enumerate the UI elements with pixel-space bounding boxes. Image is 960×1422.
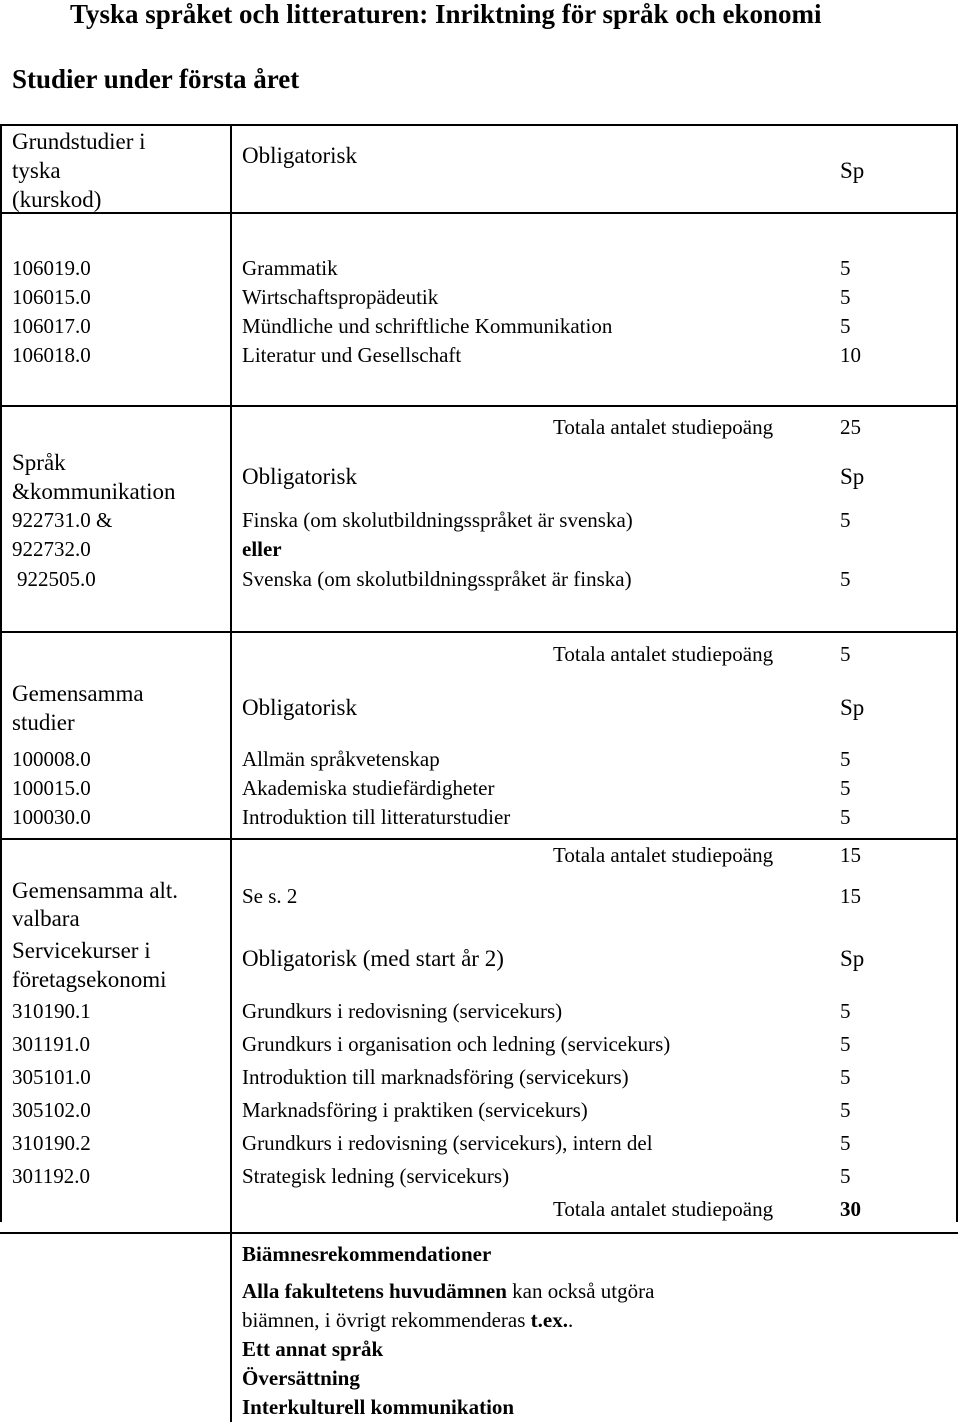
course-code: 106019.0 [12,256,91,280]
points-header: Sp [840,464,865,489]
total-label: Totala antalet studiepoäng [553,843,774,867]
bold-phrase: Alla fakultetens huvudämnen [242,1279,507,1303]
section-label-line: Gemensamma alt. [12,878,179,903]
course-points: 5 [840,1131,851,1155]
course-points: 5 [840,314,851,338]
total-label: Totala antalet studiepoäng [553,642,774,666]
row-divider [0,1232,958,1234]
text-fragment: kan också utgöra [506,1279,655,1303]
total-value: 30 [840,1197,861,1221]
course-code: 100015.0 [12,776,91,800]
course-code: 305102.0 [12,1098,91,1122]
page-title: Tyska språket och litteraturen: Inriktning för språk och ekonomi [70,0,822,29]
course-points: 5 [840,1032,851,1056]
or-label: eller [242,537,282,561]
total-value: 15 [840,843,861,867]
total-label: Totala antalet studiepoäng [553,415,774,439]
course-code: 106018.0 [12,343,91,367]
row-divider [0,838,958,840]
row-divider [0,631,958,633]
obligatory-header: Obligatorisk [242,143,357,168]
course-code: 922731.0 & [12,508,113,532]
recommendations-text-line [242,1310,573,1331]
section-label-line: Servicekurser i [12,938,151,963]
course-points: 5 [840,1065,851,1089]
column-divider [230,124,232,1422]
course-name: Grammatik [242,256,338,280]
course-points: 5 [840,256,851,280]
section-label-line: företagsekonomi [12,967,167,992]
course-points: 5 [840,805,851,829]
obligatory-header: Obligatorisk [242,695,357,720]
course-points: 5 [840,1098,851,1122]
section-label-line: studier [12,710,75,735]
obligatory-header: Obligatorisk (med start år 2) [242,946,504,971]
table-top-border [0,124,958,126]
course-points: 5 [840,747,851,771]
course-points: 5 [840,1164,851,1188]
course-code: 305101.0 [12,1065,91,1089]
course-name: Mündliche und schriftliche Kommunikation [242,314,613,338]
course-name: Introduktion till marknadsföring (servicekurs) [242,1065,629,1089]
course-name: Marknadsföring i praktiken (servicekurs) [242,1098,588,1122]
course-name: Finska (om skolutbildningsspråket är svenska) [242,508,633,532]
recommended-subject: Översättning [242,1366,360,1390]
course-points: 5 [840,508,851,532]
course-name: Introduktion till litteraturstudier [242,805,511,829]
course-code: 922505.0 [17,567,96,591]
course-name: Allmän språkvetenskap [242,747,440,771]
course-code: 100008.0 [12,747,91,771]
course-points: 5 [840,285,851,309]
course-code: 301192.0 [12,1164,90,1188]
course-name: Wirtschaftspropädeutik [242,285,439,309]
course-points: 5 [840,999,851,1023]
section-label-line: Gemensamma [12,681,144,706]
course-code: 106017.0 [12,314,91,338]
course-code: 301191.0 [12,1032,90,1056]
course-code: 310190.1 [12,999,91,1023]
course-code: 310190.2 [12,1131,91,1155]
course-name: Grundkurs i redovisning (servicekurs), intern del [242,1131,653,1155]
course-name: Strategisk ledning (servicekurs) [242,1164,510,1188]
text-fragment: . [568,1308,574,1332]
points-header: Sp [840,695,865,720]
section-label-line: Grundstudier i [12,129,146,154]
total-value: 25 [840,415,861,439]
points-header: Sp [840,946,865,971]
obligatory-header: Obligatorisk [242,464,357,489]
points-header: Sp [840,158,865,183]
course-code: 106015.0 [12,285,91,309]
course-name: Grundkurs i organisation och ledning (servicekurs) [242,1032,671,1056]
text-fragment: biämnen, i övrigt rekommenderas [242,1308,531,1332]
course-name: Svenska (om skolutbildningsspråket är finska) [242,567,632,591]
bold-phrase: t.ex. [530,1308,568,1332]
section-label-line: &kommunikation [12,479,176,504]
table-right-border [956,124,958,1222]
row-divider [0,212,958,214]
recommended-subject: Ett annat språk [242,1337,384,1361]
total-value: 5 [840,642,851,666]
course-points: 15 [840,884,861,908]
course-points: 5 [840,567,851,591]
see-page-reference: Se s. 2 [242,884,298,908]
total-label: Totala antalet studiepoäng [553,1197,774,1221]
section-label-line: (kurskod) [12,187,102,212]
table-left-border [0,124,2,1222]
row-divider [0,405,958,407]
page-subtitle: Studier under första året [12,64,300,94]
course-points: 5 [840,776,851,800]
course-name: Grundkurs i redovisning (servicekurs) [242,999,563,1023]
section-label-line: tyska [12,158,61,183]
course-points: 10 [840,343,861,367]
course-name: Literatur und Gesellschaft [242,343,462,367]
course-code: 100030.0 [12,805,91,829]
recommended-subject: Interkulturell kommunikation [242,1395,515,1419]
section-label-line: Språk [12,450,66,475]
section-label-line: valbara [12,906,80,931]
course-code: 922732.0 [12,537,91,561]
course-name: Akademiska studiefärdigheter [242,776,495,800]
recommendations-text-line [242,1281,654,1302]
recommendations-heading: Biämnesrekommendationer [242,1242,492,1266]
